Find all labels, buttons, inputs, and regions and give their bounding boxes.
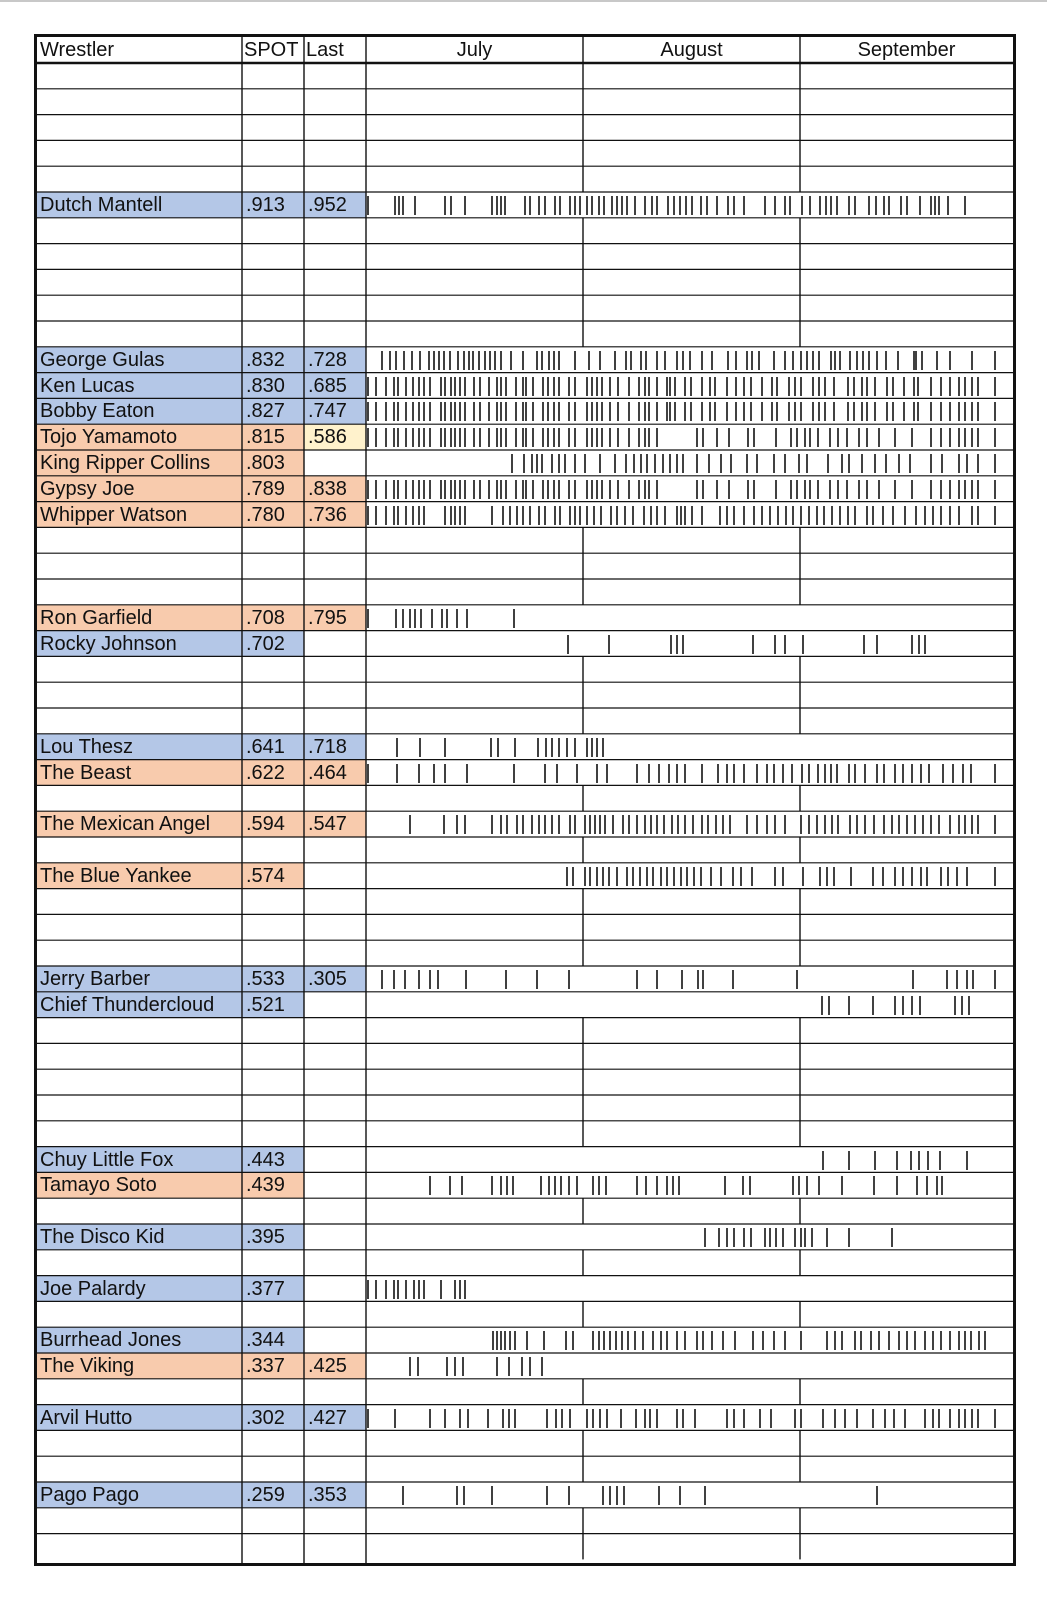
last-value: [304, 863, 366, 889]
header-wrestler: Wrestler: [40, 39, 115, 61]
wrestler-name: The Mexican Angel: [37, 811, 242, 837]
wrestler-name: Whipper Watson: [37, 502, 242, 528]
wrestler-name: Arvil Hutto: [37, 1405, 242, 1431]
match-ticks: [366, 966, 1013, 992]
last-value: .736: [304, 502, 366, 528]
last-value: .586: [304, 424, 366, 450]
table-row: [37, 734, 1013, 760]
spot-value: .377: [242, 1276, 304, 1302]
spot-value: .439: [242, 1172, 304, 1198]
last-value: .728: [304, 347, 366, 373]
match-ticks: [366, 605, 1013, 631]
table-row: [37, 760, 1013, 786]
wrestler-name: Lou Thesz: [37, 734, 242, 760]
wrestler-name: Bobby Eaton: [37, 398, 242, 424]
wrestler-name: The Blue Yankee: [37, 863, 242, 889]
spot-value: .594: [242, 811, 304, 837]
wrestler-name: Jerry Barber: [37, 966, 242, 992]
table-row: [37, 347, 1013, 373]
wrestler-table: [34, 34, 1016, 1566]
spot-value: .815: [242, 424, 304, 450]
wrestler-name: Ken Lucas: [37, 373, 242, 399]
wrestler-name: Rocky Johnson: [37, 631, 242, 657]
last-value: .547: [304, 811, 366, 837]
last-value: .305: [304, 966, 366, 992]
match-ticks: [366, 450, 1013, 476]
spot-value: .789: [242, 476, 304, 502]
wrestler-name: The Viking: [37, 1353, 242, 1379]
match-ticks: [366, 476, 1013, 502]
spot-value: .521: [242, 992, 304, 1018]
last-value: [304, 450, 366, 476]
spot-value: .780: [242, 502, 304, 528]
wrestler-name: Burrhead Jones: [37, 1327, 242, 1353]
wrestler-name: Gypsy Joe: [37, 476, 242, 502]
wrestler-name: Tamayo Soto: [37, 1172, 242, 1198]
spot-value: .337: [242, 1353, 304, 1379]
match-ticks: [366, 1172, 1013, 1198]
last-value: .425: [304, 1353, 366, 1379]
match-ticks: [366, 631, 1013, 657]
spot-value: .803: [242, 450, 304, 476]
table-row: [37, 373, 1013, 399]
table-row: [37, 992, 1013, 1018]
spot-value: .395: [242, 1224, 304, 1250]
match-ticks: [366, 811, 1013, 837]
last-value: .747: [304, 398, 366, 424]
table-row: [37, 1276, 1013, 1302]
match-ticks: [366, 1147, 1013, 1173]
wrestler-name: Ron Garfield: [37, 605, 242, 631]
table-row: [37, 605, 1013, 631]
last-value: [304, 992, 366, 1018]
table-row: [37, 1353, 1013, 1379]
table-row: [37, 476, 1013, 502]
wrestler-name: Chuy Little Fox: [37, 1147, 242, 1173]
match-ticks: [366, 734, 1013, 760]
match-ticks: [366, 760, 1013, 786]
spot-value: .641: [242, 734, 304, 760]
match-ticks: [366, 398, 1013, 424]
header-month-august: August: [660, 39, 723, 61]
wrestler-name: Tojo Yamamoto: [37, 424, 242, 450]
table-row: [37, 424, 1013, 450]
match-ticks: [366, 1405, 1013, 1431]
match-ticks: [366, 1224, 1013, 1250]
table-row: [37, 1327, 1013, 1353]
table-row: [37, 398, 1013, 424]
table-row: [37, 631, 1013, 657]
spot-value: .622: [242, 760, 304, 786]
match-ticks: [366, 1276, 1013, 1302]
last-value: [304, 1327, 366, 1353]
match-ticks: [366, 1482, 1013, 1508]
header-row: [37, 37, 1013, 63]
match-ticks: [366, 502, 1013, 528]
spot-value: .259: [242, 1482, 304, 1508]
last-value: .685: [304, 373, 366, 399]
match-ticks: [366, 1327, 1013, 1353]
last-value: [304, 1147, 366, 1173]
spot-value: .827: [242, 398, 304, 424]
table-row: [37, 1147, 1013, 1173]
spot-value: .344: [242, 1327, 304, 1353]
spot-value: .302: [242, 1405, 304, 1431]
table-row: [37, 863, 1013, 889]
spot-value: .830: [242, 373, 304, 399]
wrestler-name: Pago Pago: [37, 1482, 242, 1508]
match-ticks: [366, 863, 1013, 889]
last-value: .838: [304, 476, 366, 502]
match-ticks: [366, 1353, 1013, 1379]
wrestler-name: King Ripper Collins: [37, 450, 242, 476]
wrestler-name: The Disco Kid: [37, 1224, 242, 1250]
table-row: [37, 966, 1013, 992]
last-value: .718: [304, 734, 366, 760]
last-value: [304, 1276, 366, 1302]
last-value: [304, 1224, 366, 1250]
table-row: [37, 1224, 1013, 1250]
table-row: [37, 1172, 1013, 1198]
spot-value: .533: [242, 966, 304, 992]
match-ticks: [366, 992, 1013, 1018]
table-row: [37, 1405, 1013, 1431]
wrestler-name: George Gulas: [37, 347, 242, 373]
table-row: [37, 450, 1013, 476]
header-last: Last: [306, 39, 344, 61]
header-month-july: July: [456, 39, 493, 61]
last-value: .464: [304, 760, 366, 786]
last-value: [304, 1172, 366, 1198]
wrestler-name: The Beast: [37, 760, 242, 786]
table-row: [37, 1482, 1013, 1508]
spot-value: .443: [242, 1147, 304, 1173]
spot-value: .702: [242, 631, 304, 657]
match-ticks: [366, 347, 1013, 373]
table-row: [37, 192, 1013, 218]
wrestler-name: Joe Palardy: [37, 1276, 242, 1302]
spot-value: .832: [242, 347, 304, 373]
wrestler-name: Chief Thundercloud: [37, 992, 242, 1018]
last-value: .952: [304, 192, 366, 218]
table-row: [37, 811, 1013, 837]
table-row: [37, 502, 1013, 528]
last-value: .427: [304, 1405, 366, 1431]
match-ticks: [366, 424, 1013, 450]
wrestler-name: Dutch Mantell: [37, 192, 242, 218]
spot-value: .574: [242, 863, 304, 889]
spot-value: .913: [242, 192, 304, 218]
match-ticks: [366, 373, 1013, 399]
last-value: [304, 631, 366, 657]
match-ticks: [366, 192, 1013, 218]
header-month-september: September: [857, 39, 956, 61]
last-value: .795: [304, 605, 366, 631]
window-top-border: [0, 0, 1047, 2]
last-value: .353: [304, 1482, 366, 1508]
header-spot: SPOT: [244, 39, 299, 61]
spot-value: .708: [242, 605, 304, 631]
